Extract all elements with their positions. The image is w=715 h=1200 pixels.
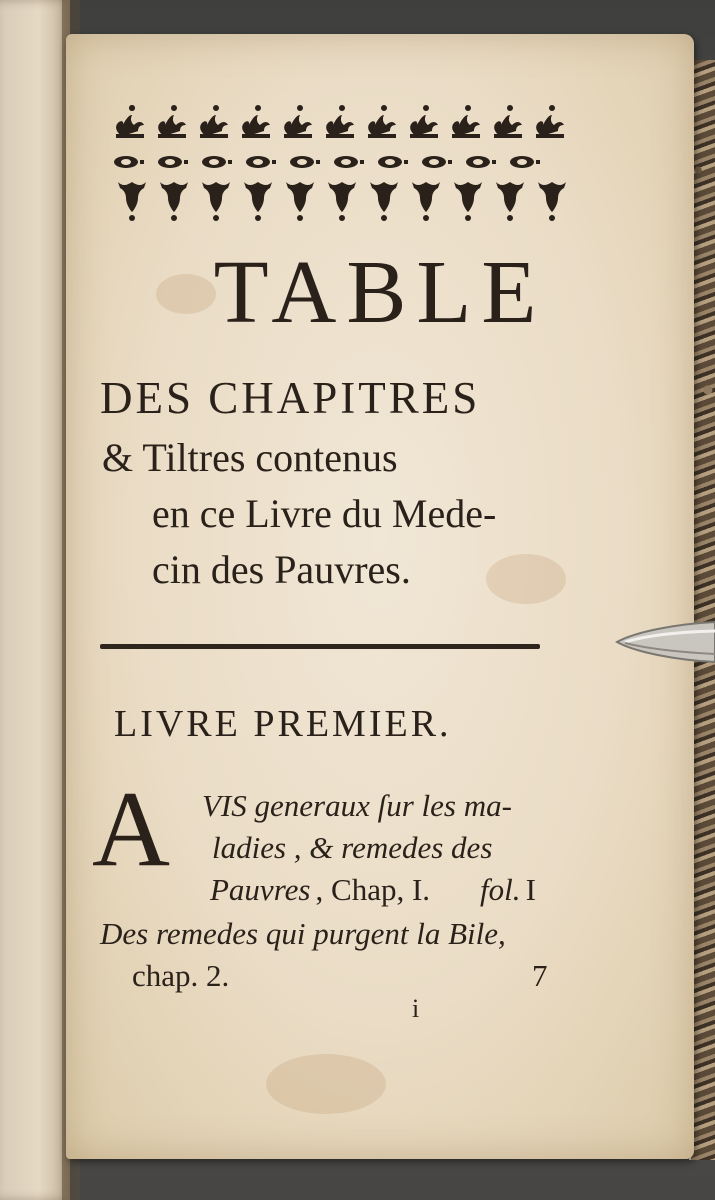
entry-2-line-2: chap. 2. bbox=[132, 958, 230, 993]
folio-number: I bbox=[525, 872, 536, 907]
subtitle-line-4: cin des Pauvres. bbox=[152, 547, 411, 592]
facing-page-edge bbox=[0, 0, 70, 1200]
fleuron-headpiece-ornament bbox=[104, 98, 568, 228]
entry-1-line-2: ladies , & remedes des bbox=[212, 830, 493, 865]
foxing-spot bbox=[486, 554, 566, 604]
entry-1-line-3 bbox=[210, 872, 430, 908]
drop-capital: A bbox=[92, 770, 170, 889]
entry-1-folio bbox=[480, 872, 536, 908]
page-title: TABLE bbox=[213, 243, 547, 342]
entry-1-chapter: , Chap, I. bbox=[315, 872, 431, 907]
subtitle-line-3: en ce Livre du Mede- bbox=[152, 491, 497, 536]
horizontal-rule bbox=[100, 644, 540, 649]
fleuron-row-middle bbox=[114, 156, 540, 168]
entry-2-folio: 7 bbox=[532, 958, 548, 993]
subtitle-line-1: DES CHAPITRES bbox=[100, 373, 481, 423]
entry-2-line-1: Des remedes qui purgent la Bile, bbox=[100, 916, 506, 951]
subtitle-line-2: & Tiltres contenus bbox=[102, 435, 398, 480]
fleuron-row-bottom bbox=[118, 182, 566, 221]
entry-1-line-1: VIS generaux ſur les ma- bbox=[202, 788, 512, 823]
book-page bbox=[66, 34, 694, 1159]
entry-1-pauvres: Pauvres bbox=[210, 872, 311, 907]
folio-label: fol. bbox=[480, 872, 521, 907]
section-heading: LIVRE PREMIER. bbox=[114, 703, 452, 745]
signature-mark: i bbox=[412, 994, 420, 1023]
page-clip-icon bbox=[615, 612, 715, 672]
foxing-spot bbox=[266, 1054, 386, 1114]
